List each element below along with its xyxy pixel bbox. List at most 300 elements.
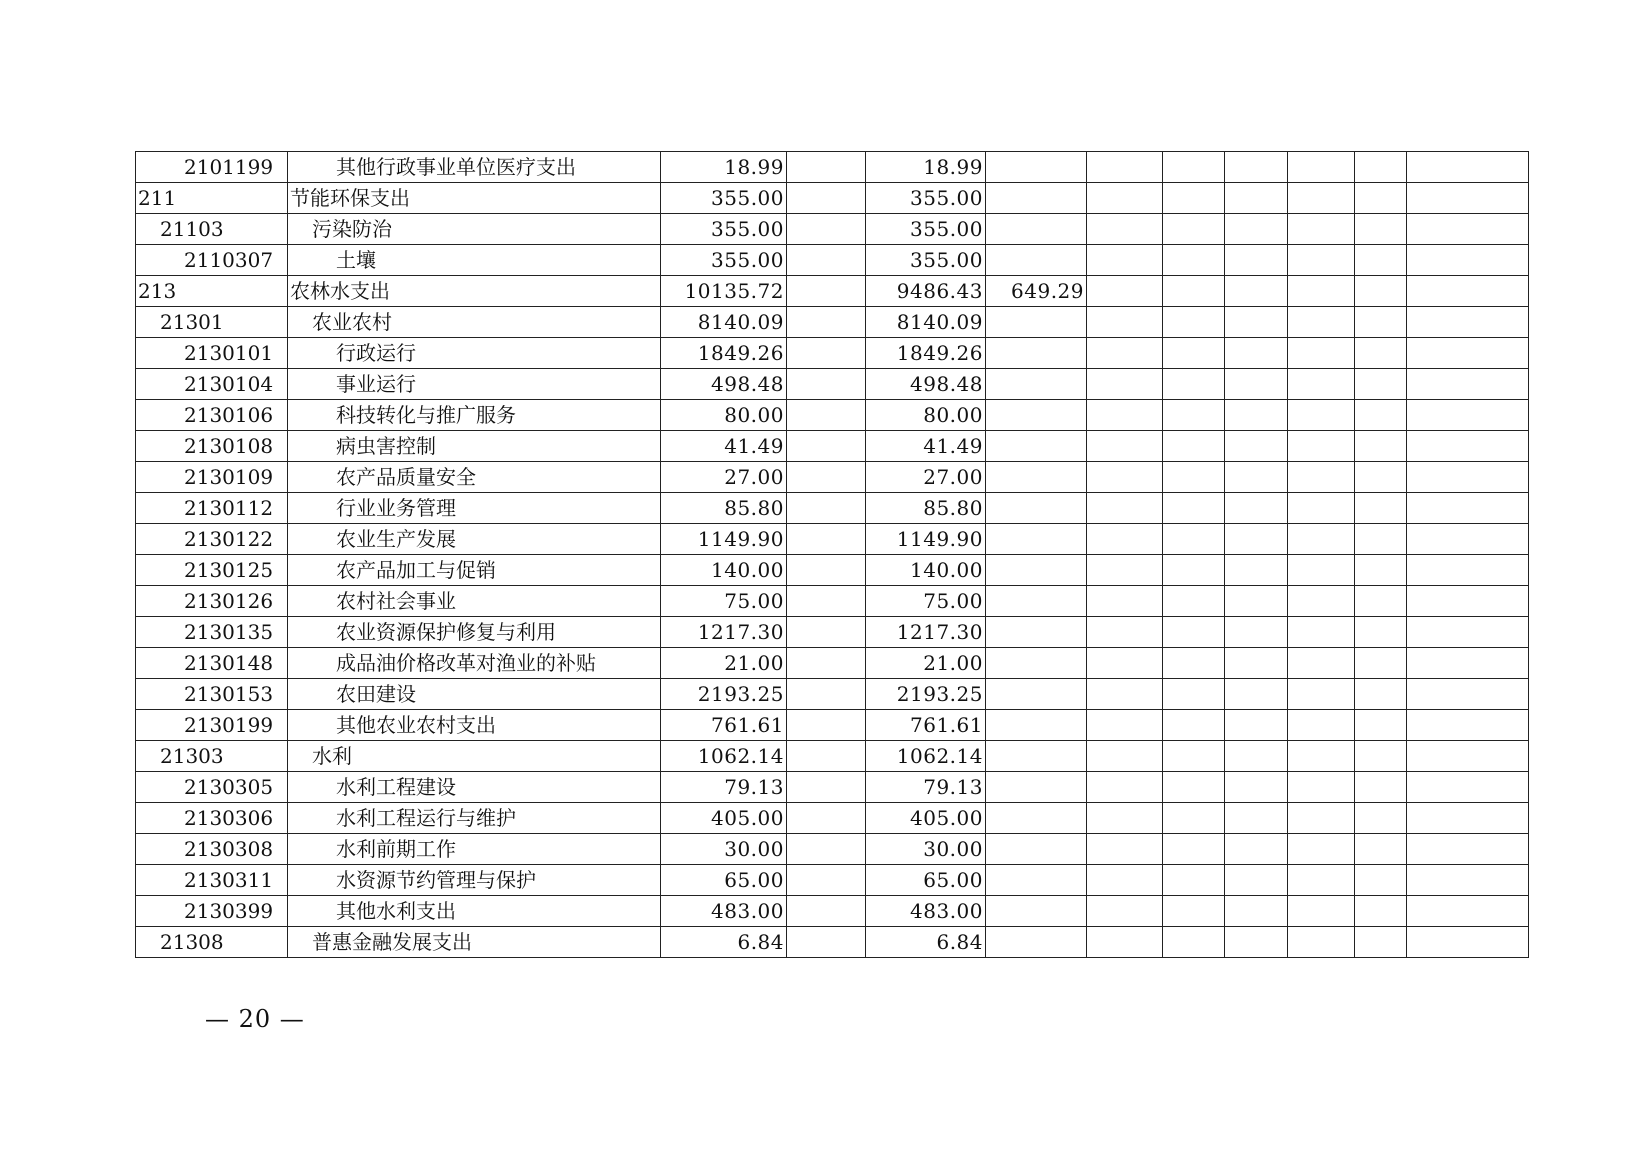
- empty-cell: [1288, 431, 1355, 462]
- total-cell: 483.00: [661, 896, 787, 927]
- basic-expenditure-cell: 1849.26: [866, 338, 986, 369]
- subject-code-cell: 2130106: [136, 400, 288, 431]
- basic-expenditure-cell: 355.00: [866, 214, 986, 245]
- total-cell: 1217.30: [661, 617, 787, 648]
- subject-code-cell: 211: [136, 183, 288, 214]
- subject-code-cell: 2130126: [136, 586, 288, 617]
- subject-code-cell: 2130109: [136, 462, 288, 493]
- empty-cell: [1225, 183, 1288, 214]
- empty-cell: [787, 245, 866, 276]
- empty-cell: [787, 183, 866, 214]
- basic-expenditure-cell: 355.00: [866, 183, 986, 214]
- table-row: [136, 865, 1529, 896]
- subject-name-cell: 病虫害控制: [288, 431, 661, 462]
- total-cell: 355.00: [661, 245, 787, 276]
- empty-cell: [1407, 338, 1529, 369]
- empty-cell: [1163, 679, 1225, 710]
- page-number: — 20 —: [205, 1005, 305, 1033]
- project-expenditure-cell: [986, 214, 1087, 245]
- empty-cell: [1355, 338, 1407, 369]
- subject-name-cell: 农林水支出: [288, 276, 661, 307]
- empty-cell: [1087, 865, 1163, 896]
- subject-name-cell: 农业农村: [288, 307, 661, 338]
- total-cell: 27.00: [661, 462, 787, 493]
- empty-cell: [1225, 493, 1288, 524]
- empty-cell: [1407, 865, 1529, 896]
- table-row: [136, 772, 1529, 803]
- empty-cell: [1407, 431, 1529, 462]
- empty-cell: [787, 369, 866, 400]
- table-row: [136, 400, 1529, 431]
- empty-cell: [787, 214, 866, 245]
- table-row: [136, 679, 1529, 710]
- total-cell: 10135.72: [661, 276, 787, 307]
- subject-name-cell: 水资源节约管理与保护: [288, 865, 661, 896]
- empty-cell: [1163, 183, 1225, 214]
- empty-cell: [1288, 710, 1355, 741]
- subject-name-cell: 事业运行: [288, 369, 661, 400]
- empty-cell: [1087, 183, 1163, 214]
- empty-cell: [1288, 152, 1355, 183]
- empty-cell: [1087, 772, 1163, 803]
- empty-cell: [1407, 555, 1529, 586]
- empty-cell: [1288, 493, 1355, 524]
- empty-cell: [1355, 307, 1407, 338]
- empty-cell: [1288, 245, 1355, 276]
- empty-cell: [1407, 834, 1529, 865]
- basic-expenditure-cell: 79.13: [866, 772, 986, 803]
- total-cell: 30.00: [661, 834, 787, 865]
- table-row: [136, 276, 1529, 307]
- budget-table: [135, 151, 1529, 958]
- empty-cell: [1355, 803, 1407, 834]
- empty-cell: [1225, 462, 1288, 493]
- empty-cell: [787, 307, 866, 338]
- project-expenditure-cell: [986, 431, 1087, 462]
- subject-code-cell: 2130112: [136, 493, 288, 524]
- empty-cell: [1087, 710, 1163, 741]
- subject-code-cell: 21308: [136, 927, 288, 958]
- empty-cell: [1355, 369, 1407, 400]
- project-expenditure-cell: [986, 338, 1087, 369]
- basic-expenditure-cell: 1217.30: [866, 617, 986, 648]
- empty-cell: [1355, 245, 1407, 276]
- empty-cell: [1288, 927, 1355, 958]
- empty-cell: [1288, 183, 1355, 214]
- empty-cell: [1288, 679, 1355, 710]
- project-expenditure-cell: [986, 369, 1087, 400]
- empty-cell: [1225, 834, 1288, 865]
- subject-code-cell: 2130101: [136, 338, 288, 369]
- empty-cell: [1407, 741, 1529, 772]
- subject-name-cell: 成品油价格改革对渔业的补贴: [288, 648, 661, 679]
- table-row: [136, 834, 1529, 865]
- empty-cell: [787, 865, 866, 896]
- subject-code-cell: 2130148: [136, 648, 288, 679]
- project-expenditure-cell: [986, 648, 1087, 679]
- basic-expenditure-cell: 405.00: [866, 803, 986, 834]
- empty-cell: [1087, 307, 1163, 338]
- empty-cell: [1288, 307, 1355, 338]
- subject-code-cell: 2130122: [136, 524, 288, 555]
- basic-expenditure-cell: 65.00: [866, 865, 986, 896]
- subject-code-cell: 2130135: [136, 617, 288, 648]
- empty-cell: [1087, 369, 1163, 400]
- table-row: [136, 524, 1529, 555]
- basic-expenditure-cell: 18.99: [866, 152, 986, 183]
- empty-cell: [1355, 741, 1407, 772]
- empty-cell: [1407, 276, 1529, 307]
- subject-name-cell: 节能环保支出: [288, 183, 661, 214]
- empty-cell: [1225, 617, 1288, 648]
- empty-cell: [1407, 400, 1529, 431]
- empty-cell: [1355, 524, 1407, 555]
- empty-cell: [1087, 679, 1163, 710]
- empty-cell: [1355, 927, 1407, 958]
- empty-cell: [1288, 338, 1355, 369]
- total-cell: 79.13: [661, 772, 787, 803]
- empty-cell: [787, 927, 866, 958]
- subject-name-cell: 农产品质量安全: [288, 462, 661, 493]
- empty-cell: [1288, 648, 1355, 679]
- empty-cell: [1087, 927, 1163, 958]
- empty-cell: [1407, 679, 1529, 710]
- empty-cell: [1355, 710, 1407, 741]
- empty-cell: [1225, 369, 1288, 400]
- table-row: [136, 648, 1529, 679]
- table-row: [136, 338, 1529, 369]
- empty-cell: [1288, 214, 1355, 245]
- subject-name-cell: 其他水利支出: [288, 896, 661, 927]
- project-expenditure-cell: 649.29: [986, 276, 1087, 307]
- subject-code-cell: 2130104: [136, 369, 288, 400]
- subject-name-cell: 其他农业农村支出: [288, 710, 661, 741]
- empty-cell: [1163, 524, 1225, 555]
- subject-name-cell: 行业业务管理: [288, 493, 661, 524]
- empty-cell: [1355, 276, 1407, 307]
- empty-cell: [1355, 834, 1407, 865]
- subject-name-cell: 其他行政事业单位医疗支出: [288, 152, 661, 183]
- empty-cell: [1087, 338, 1163, 369]
- subject-name-cell: 农业生产发展: [288, 524, 661, 555]
- empty-cell: [787, 400, 866, 431]
- total-cell: 65.00: [661, 865, 787, 896]
- basic-expenditure-cell: 27.00: [866, 462, 986, 493]
- empty-cell: [787, 338, 866, 369]
- project-expenditure-cell: [986, 555, 1087, 586]
- basic-expenditure-cell: 355.00: [866, 245, 986, 276]
- empty-cell: [1225, 338, 1288, 369]
- empty-cell: [1087, 617, 1163, 648]
- empty-cell: [1163, 710, 1225, 741]
- empty-cell: [1407, 183, 1529, 214]
- empty-cell: [1407, 307, 1529, 338]
- basic-expenditure-cell: 1149.90: [866, 524, 986, 555]
- empty-cell: [1163, 648, 1225, 679]
- empty-cell: [1225, 679, 1288, 710]
- empty-cell: [1288, 400, 1355, 431]
- empty-cell: [1288, 369, 1355, 400]
- empty-cell: [1288, 741, 1355, 772]
- project-expenditure-cell: [986, 865, 1087, 896]
- empty-cell: [1355, 772, 1407, 803]
- project-expenditure-cell: [986, 896, 1087, 927]
- empty-cell: [1225, 741, 1288, 772]
- empty-cell: [787, 648, 866, 679]
- empty-cell: [1225, 555, 1288, 586]
- basic-expenditure-cell: 761.61: [866, 710, 986, 741]
- empty-cell: [1163, 462, 1225, 493]
- total-cell: 18.99: [661, 152, 787, 183]
- empty-cell: [1407, 152, 1529, 183]
- project-expenditure-cell: [986, 400, 1087, 431]
- subject-code-cell: 2110307: [136, 245, 288, 276]
- subject-name-cell: 水利工程建设: [288, 772, 661, 803]
- subject-name-cell: 水利前期工作: [288, 834, 661, 865]
- total-cell: 1149.90: [661, 524, 787, 555]
- empty-cell: [787, 896, 866, 927]
- empty-cell: [1355, 431, 1407, 462]
- empty-cell: [1225, 896, 1288, 927]
- subject-code-cell: 2130399: [136, 896, 288, 927]
- table-row: [136, 307, 1529, 338]
- project-expenditure-cell: [986, 927, 1087, 958]
- empty-cell: [1163, 865, 1225, 896]
- table-row: [136, 617, 1529, 648]
- empty-cell: [1407, 896, 1529, 927]
- empty-cell: [1225, 214, 1288, 245]
- empty-cell: [1407, 369, 1529, 400]
- subject-code-cell: 2101199: [136, 152, 288, 183]
- total-cell: 21.00: [661, 648, 787, 679]
- subject-code-cell: 2130308: [136, 834, 288, 865]
- empty-cell: [1355, 462, 1407, 493]
- empty-cell: [1087, 276, 1163, 307]
- empty-cell: [1163, 586, 1225, 617]
- empty-cell: [1288, 834, 1355, 865]
- project-expenditure-cell: [986, 803, 1087, 834]
- subject-name-cell: 污染防治: [288, 214, 661, 245]
- empty-cell: [1288, 586, 1355, 617]
- empty-cell: [1087, 803, 1163, 834]
- basic-expenditure-cell: 2193.25: [866, 679, 986, 710]
- empty-cell: [1407, 493, 1529, 524]
- basic-expenditure-cell: 140.00: [866, 555, 986, 586]
- table-row: [136, 493, 1529, 524]
- subject-name-cell: 农田建设: [288, 679, 661, 710]
- total-cell: 405.00: [661, 803, 787, 834]
- empty-cell: [787, 741, 866, 772]
- table-row: [136, 710, 1529, 741]
- empty-cell: [1087, 648, 1163, 679]
- basic-expenditure-cell: 498.48: [866, 369, 986, 400]
- subject-code-cell: 2130125: [136, 555, 288, 586]
- subject-name-cell: 水利: [288, 741, 661, 772]
- empty-cell: [1407, 803, 1529, 834]
- project-expenditure-cell: [986, 493, 1087, 524]
- empty-cell: [1087, 152, 1163, 183]
- project-expenditure-cell: [986, 183, 1087, 214]
- empty-cell: [787, 679, 866, 710]
- empty-cell: [787, 462, 866, 493]
- empty-cell: [787, 276, 866, 307]
- subject-name-cell: 农村社会事业: [288, 586, 661, 617]
- basic-expenditure-cell: 41.49: [866, 431, 986, 462]
- empty-cell: [1163, 741, 1225, 772]
- basic-expenditure-cell: 9486.43: [866, 276, 986, 307]
- total-cell: 355.00: [661, 183, 787, 214]
- basic-expenditure-cell: 75.00: [866, 586, 986, 617]
- empty-cell: [787, 152, 866, 183]
- table-row: [136, 927, 1529, 958]
- empty-cell: [1355, 400, 1407, 431]
- empty-cell: [1288, 524, 1355, 555]
- empty-cell: [787, 493, 866, 524]
- empty-cell: [1355, 214, 1407, 245]
- empty-cell: [1087, 834, 1163, 865]
- project-expenditure-cell: [986, 710, 1087, 741]
- project-expenditure-cell: [986, 524, 1087, 555]
- empty-cell: [1407, 617, 1529, 648]
- table-row: [136, 152, 1529, 183]
- empty-cell: [1163, 338, 1225, 369]
- total-cell: 80.00: [661, 400, 787, 431]
- empty-cell: [1288, 896, 1355, 927]
- empty-cell: [1225, 586, 1288, 617]
- subject-name-cell: 普惠金融发展支出: [288, 927, 661, 958]
- basic-expenditure-cell: 30.00: [866, 834, 986, 865]
- empty-cell: [1288, 803, 1355, 834]
- empty-cell: [1225, 152, 1288, 183]
- empty-cell: [1225, 865, 1288, 896]
- empty-cell: [1225, 648, 1288, 679]
- table-row: [136, 214, 1529, 245]
- empty-cell: [1087, 431, 1163, 462]
- empty-cell: [1407, 214, 1529, 245]
- empty-cell: [1163, 896, 1225, 927]
- empty-cell: [1355, 648, 1407, 679]
- empty-cell: [1407, 524, 1529, 555]
- empty-cell: [1288, 276, 1355, 307]
- basic-expenditure-cell: 21.00: [866, 648, 986, 679]
- empty-cell: [1225, 524, 1288, 555]
- empty-cell: [1087, 555, 1163, 586]
- empty-cell: [1355, 617, 1407, 648]
- subject-name-cell: 水利工程运行与维护: [288, 803, 661, 834]
- table-row: [136, 245, 1529, 276]
- empty-cell: [1355, 493, 1407, 524]
- total-cell: 75.00: [661, 586, 787, 617]
- project-expenditure-cell: [986, 834, 1087, 865]
- empty-cell: [1225, 710, 1288, 741]
- empty-cell: [1163, 400, 1225, 431]
- empty-cell: [1407, 586, 1529, 617]
- table-row: [136, 555, 1529, 586]
- empty-cell: [787, 710, 866, 741]
- project-expenditure-cell: [986, 245, 1087, 276]
- table-row: [136, 803, 1529, 834]
- empty-cell: [1225, 400, 1288, 431]
- empty-cell: [1288, 772, 1355, 803]
- empty-cell: [1163, 369, 1225, 400]
- subject-name-cell: 农业资源保护修复与利用: [288, 617, 661, 648]
- total-cell: 85.80: [661, 493, 787, 524]
- empty-cell: [1355, 865, 1407, 896]
- empty-cell: [1163, 617, 1225, 648]
- subject-code-cell: 21103: [136, 214, 288, 245]
- subject-code-cell: 2130153: [136, 679, 288, 710]
- table-row: [136, 431, 1529, 462]
- empty-cell: [787, 617, 866, 648]
- subject-name-cell: 行政运行: [288, 338, 661, 369]
- subject-code-cell: 2130199: [136, 710, 288, 741]
- empty-cell: [1087, 400, 1163, 431]
- project-expenditure-cell: [986, 679, 1087, 710]
- empty-cell: [787, 772, 866, 803]
- empty-cell: [1163, 493, 1225, 524]
- empty-cell: [1407, 462, 1529, 493]
- empty-cell: [1163, 245, 1225, 276]
- empty-cell: [1288, 865, 1355, 896]
- subject-name-cell: 科技转化与推广服务: [288, 400, 661, 431]
- total-cell: 41.49: [661, 431, 787, 462]
- empty-cell: [1163, 772, 1225, 803]
- empty-cell: [1288, 555, 1355, 586]
- empty-cell: [787, 834, 866, 865]
- empty-cell: [787, 431, 866, 462]
- empty-cell: [787, 586, 866, 617]
- empty-cell: [1087, 586, 1163, 617]
- empty-cell: [1288, 462, 1355, 493]
- empty-cell: [1355, 586, 1407, 617]
- empty-cell: [1163, 214, 1225, 245]
- empty-cell: [1163, 276, 1225, 307]
- empty-cell: [1087, 896, 1163, 927]
- basic-expenditure-cell: 8140.09: [866, 307, 986, 338]
- empty-cell: [1355, 555, 1407, 586]
- basic-expenditure-cell: 6.84: [866, 927, 986, 958]
- empty-cell: [1407, 772, 1529, 803]
- empty-cell: [1355, 896, 1407, 927]
- project-expenditure-cell: [986, 307, 1087, 338]
- empty-cell: [1087, 214, 1163, 245]
- subject-name-cell: 土壤: [288, 245, 661, 276]
- empty-cell: [1225, 772, 1288, 803]
- empty-cell: [1355, 183, 1407, 214]
- table-row: [136, 586, 1529, 617]
- total-cell: 761.61: [661, 710, 787, 741]
- empty-cell: [1163, 152, 1225, 183]
- subject-code-cell: 2130306: [136, 803, 288, 834]
- empty-cell: [787, 524, 866, 555]
- total-cell: 8140.09: [661, 307, 787, 338]
- basic-expenditure-cell: 80.00: [866, 400, 986, 431]
- empty-cell: [1163, 927, 1225, 958]
- empty-cell: [1225, 276, 1288, 307]
- empty-cell: [1407, 710, 1529, 741]
- empty-cell: [1225, 431, 1288, 462]
- table-body: [136, 152, 1529, 958]
- total-cell: 6.84: [661, 927, 787, 958]
- empty-cell: [1087, 462, 1163, 493]
- total-cell: 355.00: [661, 214, 787, 245]
- basic-expenditure-cell: 85.80: [866, 493, 986, 524]
- empty-cell: [787, 803, 866, 834]
- basic-expenditure-cell: 1062.14: [866, 741, 986, 772]
- table-row: [136, 183, 1529, 214]
- empty-cell: [1355, 152, 1407, 183]
- subject-code-cell: 2130311: [136, 865, 288, 896]
